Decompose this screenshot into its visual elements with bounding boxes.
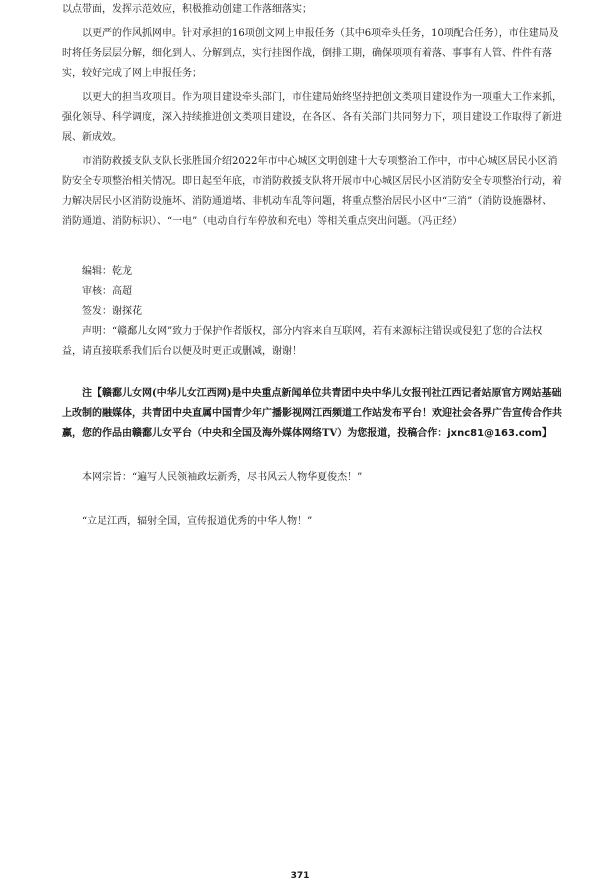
platform-notice-text: 注【赣鄱儿女网(中华儿女江西网)是中央重点新闻单位共青团中央中华儿女报刊社江西记者站原官方网站基础上改制的融媒体，共青团中央直属中国青少年广播影视网江西频道工作站发布平台！欢迎社会各界广告宣传合作共赢，您的作品由赣鄱儿女平台（中央和全国及海外媒体网络TV）为您报道，投稿合作： [62,388,562,439]
paragraph-project-construction: 以更大的担当攻项目。作为项目建设牵头部门，市住建局始终坚持把创文类项目建设作为一项重大工作来抓，强化领导、科学调度，深入持续推进创文类项目建设，在各区、各有关部门共同努力下，项目建设工作取得了新进展、新成效。 [62,92,562,143]
platform-notice [62,384,562,444]
platform-notice-close: 】 [541,428,552,439]
paragraph-online-application: 以更严的作风抓网申。针对承担的16项创文网上申报任务（其中6项牵头任务，10项配合任务），市住建局及时将任务层层分解，细化到人、分解到点，实行挂图作战，倒排工期，确保项项有着落、事事有人管、件件有落实，较好完成了网上申报任务； [62,28,559,79]
site-motto: 本网宗旨：“遍写人民领袖政坛新秀，尽书风云人物华夏俊杰！” [82,472,363,483]
site-slogan: “立足江西，辐射全国，宣传报道优秀的中华人物！” [82,516,313,527]
editor-credit: 编辑：乾龙 [82,266,132,277]
copyright-statement: 声明：“赣鄱儿女网”致力于保护作者版权，部分内容来自互联网，若有来源标注错误或侵犯了您的合法权益，请直接联系我们后台以便及时更正或删减，谢谢！ [62,326,543,357]
page-number: 371 [290,871,310,881]
paragraph-fire-safety: 市消防救援支队支队长张胜国介绍2022年市中心城区文明创建十大专项整治工作中，市中心城区居民小区消防安全专项整治相关情况。即日起至年底，市消防救援支队将开展市中心城区居民小区消防安全专项整治行动，着力解决居民小区消防设施坏、消防通道堵、非机动车乱等问题，将重点整治居民小区中“三消”（消防设施器材、消防通道、消防标识）、“一电”（电动自行车停放和充电）等相关重点突出问题。（冯正经） [62,156,562,227]
lead-paragraph-tail: 以点带面，发挥示范效应，积极推动创建工作落细落实； [62,4,312,15]
reviewer-credit: 审核：高超 [82,286,132,297]
contact-email: jxnc81@163.com [447,428,542,439]
approver-credit: 签发：谢探花 [82,306,142,317]
